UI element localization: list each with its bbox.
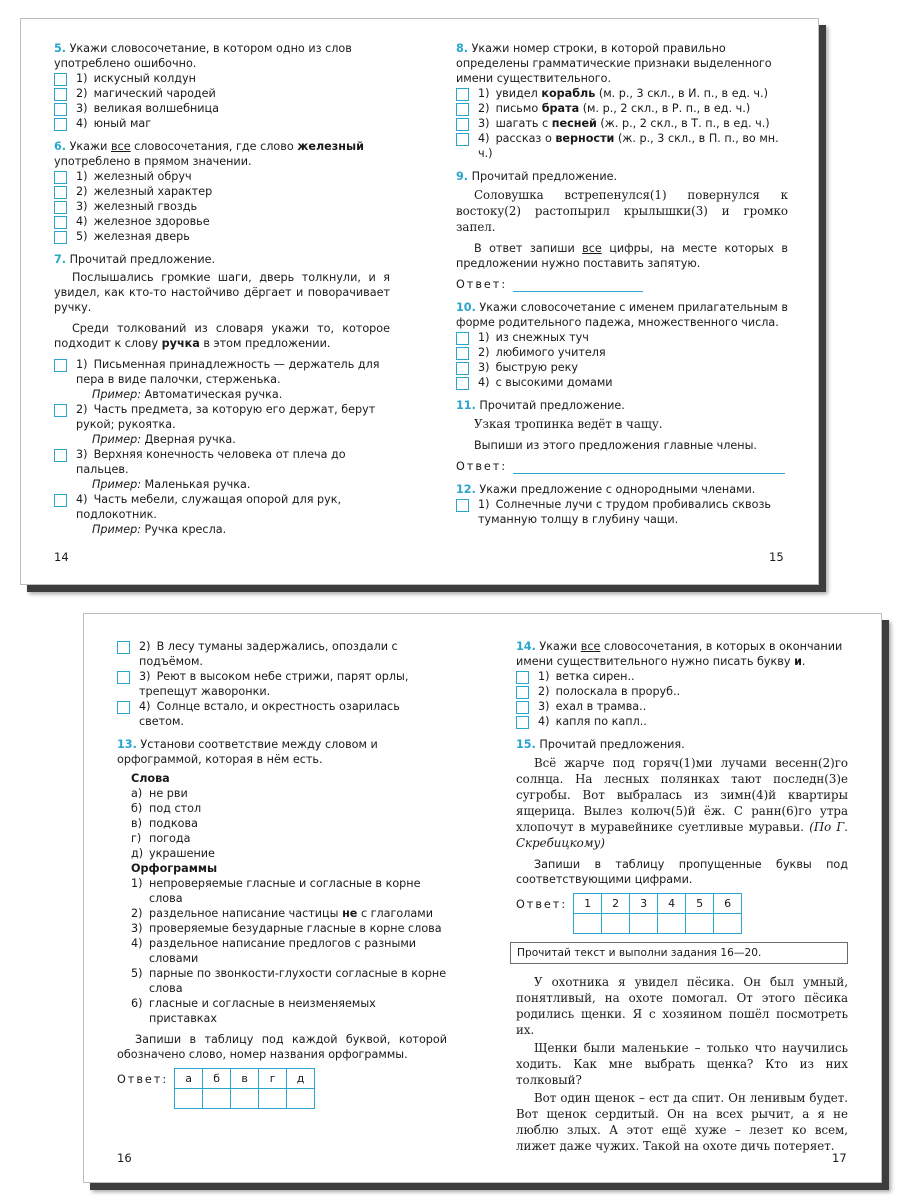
- instruction: В ответ запиши все цифры, на месте которых в предложении нужно поставить запятую.: [456, 242, 788, 270]
- task-number: 15.: [516, 738, 536, 751]
- option[interactable]: 4) рассказ о верности (ж. р., 3 скл., в П. п., во мн. ч.): [456, 131, 788, 161]
- source: (По Г. Скребицкому): [516, 820, 848, 850]
- instruction: Выпиши из этого предложения главные члены.: [474, 439, 757, 452]
- checkbox[interactable]: [456, 133, 469, 146]
- answer-cell[interactable]: [602, 914, 630, 934]
- page-15-column: [456, 41, 788, 535]
- answer-header-5: 5: [686, 894, 714, 914]
- task-9: 9. Прочитай предложение. Соловушка встрепенулся(1) повернулся к востоку(2) растопырил крылышки(3) и громко запел. В ответ запиши все цифры, на месте которых в предложении нужно поставить запятую. Ответ:: [456, 170, 788, 291]
- answer-label: Ответ:: [456, 278, 508, 291]
- answer-cell[interactable]: [231, 1089, 259, 1109]
- answer-row: [456, 277, 788, 292]
- answer-input-line[interactable]: [513, 461, 785, 474]
- answer-input-line[interactable]: [513, 279, 643, 292]
- option[interactable]: 2) магический чародей: [54, 86, 390, 101]
- task-8: 8. Укажи номер строки, в которой правильно определены грамматические признаки выделенного имени существительного. 1) увидел корабль (м. р., 3 скл., в И. п., в ед. ч.) 2) письмо брата (м. р., 2 скл., в Р. п., в ед. ч.) 3) шагать с песней (ж. р., 2 скл., в Т. п., в ед. ч.) 4) рассказ о верности (ж. р., 3 скл., в П. п., во мн. ч.): [456, 41, 788, 161]
- page-number: 17: [832, 1151, 847, 1165]
- option[interactable]: 1) искусный колдун: [54, 71, 390, 86]
- page-number: 16: [117, 1151, 132, 1165]
- checkbox[interactable]: [54, 88, 67, 101]
- checkbox[interactable]: [54, 449, 67, 462]
- answer-header-6: 6: [714, 894, 742, 914]
- option[interactable]: 3) шагать с песней (ж. р., 2 скл., в Т. п., в ед. ч.): [456, 116, 788, 131]
- answer-table: [174, 1068, 315, 1109]
- option[interactable]: 3) Верхняя конечность человека от плеча до пальцев.: [54, 447, 390, 477]
- checkbox[interactable]: [54, 118, 67, 131]
- option[interactable]: 2) письмо брата (м. р., 2 скл., в Р. п., в ед. ч.): [456, 101, 788, 116]
- example: Пример: Автоматическая ручка.: [92, 388, 283, 401]
- task-15: 15. Прочитай предложения. Всё жарче под горяч(1)ми лучами весенн(2)го солнца. На лесных полянках тают последн(3)е сугробы. Вот выбралась из зимн(4)й квартиры ящерица. Вылез колюч(5)й ёж. С ранн(6)го утра хлопочут в муравейнике суетливые муравьи. (По Г. Скребицкому) Запиши в таблицу пропущенные буквы под соответствующими цифрами. Ответ: 1 2 3 4 5 6: [516, 737, 848, 934]
- page-number: 14: [54, 550, 69, 564]
- option[interactable]: 4) юный маг: [54, 116, 390, 131]
- answer-cell[interactable]: [175, 1089, 203, 1109]
- option[interactable]: 4) железное здоровье: [54, 214, 390, 229]
- checkbox[interactable]: [516, 686, 529, 699]
- checkbox[interactable]: [54, 494, 67, 507]
- option[interactable]: 2) полоскала в проруб..: [516, 684, 848, 699]
- option[interactable]: 3) Реют в высоком небе стрижи, парят орлы, трепещут жаворонки.: [117, 669, 447, 699]
- answer-header-b: б: [203, 1069, 231, 1089]
- checkbox[interactable]: [54, 201, 67, 214]
- option[interactable]: 5) железная дверь: [54, 229, 390, 244]
- option[interactable]: 2) железный характер: [54, 184, 390, 199]
- orthogram-item: 3) проверяемые безударные гласные в корне слова: [131, 922, 442, 935]
- task-13: 13. Установи соответствие между словом и орфограммой, которая в нём есть. Слова а) не рви б) под стол в) подкова г) погода д) украшение Орфограммы 1) непроверяемые гласные и согласные в корне слова 2) раздельное написание частицы не с глаголами 3) проверяемые безударные гласные в корне слова 4) раздельное написание предлогов с разными словами 5) парные по звонкости-глухости согласные в корне слова 6) гласные и согласные в неизменяемых приставках Запиши в таблицу под каждой буквой, которой обозначено слово, номер названия орфограммы. Ответ: а б в г д: [117, 737, 447, 1109]
- option[interactable]: 1) железный обруч: [54, 169, 390, 184]
- story-paragraph: Вот один щенок – ест да спит. Он ленивым будет. Вот щенок сердитый. Он на всех рычит, а я не люблю злых. А этот ещё хуже – лезет ко всем, лижет даже чужих. Такой на охоте дичь потеряет.: [516, 1091, 848, 1153]
- answer-header-3: 3: [630, 894, 658, 914]
- word-item: а) не рви: [131, 787, 188, 800]
- task-5: [54, 41, 390, 131]
- story-paragraph: У охотника я увидел пёсика. Он был умный, понятливый, на охоте помогал. От этого пёсика родились щенки. Я с хозяином пошёл посмотреть их.: [516, 975, 848, 1037]
- word-item: д) украшение: [131, 847, 215, 860]
- sentence: Послышались громкие шаги, дверь толкнули, и я увидел, как кто-то настойчиво дёргает и поворачивает ручку.: [54, 271, 390, 314]
- passage: Всё жарче под горяч(1)ми лучами весенн(2)го солнца. На лесных полянках тают последн(3)е сугробы. Вот выбралась из зимн(4)й квартиры ящерица. Вылез колюч(5)й ёж. С ранн(6)го утра хлопочут в муравейнике суетливые муравьи. (По Г. Скребицкому): [516, 756, 848, 850]
- task-number: 10.: [456, 301, 476, 314]
- task-12-continued: [117, 639, 447, 729]
- checkbox[interactable]: [54, 103, 67, 116]
- answer-header-g: г: [259, 1069, 287, 1089]
- answer-row: [456, 459, 788, 474]
- option[interactable]: 4) с высокими домами: [456, 375, 788, 390]
- task-11: 11. Прочитай предложение. Узкая тропинка ведёт в чащу. Выпиши из этого предложения главные члены. Ответ:: [456, 398, 788, 474]
- checkbox[interactable]: [516, 701, 529, 714]
- task-number: 11.: [456, 399, 476, 412]
- option[interactable]: 3) ехал в трамва..: [516, 699, 848, 714]
- checkbox[interactable]: [54, 359, 67, 372]
- answer-cell[interactable]: [287, 1089, 315, 1109]
- page-spread-16-17: [83, 613, 882, 1183]
- checkbox[interactable]: [516, 671, 529, 684]
- checkbox[interactable]: [117, 701, 130, 714]
- answer-cell[interactable]: [630, 914, 658, 934]
- task-number: 8.: [456, 42, 469, 55]
- answer-row: [117, 1068, 447, 1109]
- task-12: 12. Укажи предложение с однородными членами. 1) Солнечные лучи с трудом пробивались сквозь туманную толщу в глубину чащи.: [456, 482, 788, 527]
- page-17-column: [516, 639, 848, 1154]
- checkbox[interactable]: [54, 186, 67, 199]
- sentence: Соловушка встрепенулся(1) повернулся к востоку(2) растопырил крылышки(3) и громко запел.: [456, 188, 788, 234]
- option[interactable]: 1) увидел корабль (м. р., 3 скл., в И. п., в ед. ч.): [456, 86, 788, 101]
- task-number: 9.: [456, 170, 469, 183]
- option[interactable]: 2) любимого учителя: [456, 345, 788, 360]
- answer-header-1: 1: [574, 894, 602, 914]
- answer-header-a: а: [175, 1069, 203, 1089]
- task-number: 6.: [54, 140, 67, 153]
- instruction-frame: Прочитай текст и выполни задания 16—20.: [510, 942, 848, 964]
- checkbox[interactable]: [54, 216, 67, 229]
- page-spread-14-15: [20, 18, 819, 585]
- page-16-column: [117, 639, 447, 1117]
- orthogram-item: 2) раздельное написание частицы не с глаголами: [131, 907, 433, 920]
- task-number: 14.: [516, 640, 536, 653]
- word-item: в) подкова: [131, 817, 198, 830]
- story-paragraph: Щенки были маленькие – только что научились ходить. Как мне выбрать щенка? Кто из них толковый?: [516, 1041, 848, 1087]
- words-list: [117, 786, 447, 861]
- answer-cell[interactable]: [203, 1089, 231, 1109]
- answer-label: Ответ:: [117, 1073, 169, 1086]
- orthogram-item: 6) гласные и согласные в неизменяемых приставках: [131, 997, 376, 1025]
- task-number: 7.: [54, 253, 67, 266]
- answer-cell[interactable]: [686, 914, 714, 934]
- option[interactable]: 1) Письменная принадлежность — держатель для пера в виде палочки, стерженька.: [54, 357, 390, 387]
- answer-header-4: 4: [658, 894, 686, 914]
- checkbox[interactable]: [456, 362, 469, 375]
- task-14: 14. Укажи все словосочетания, в которых в окончании имени существительного нужно писать букву и. 1) ветка сирен.. 2) полоскала в проруб.. 3) ехал в трамва.. 4) капля по капл..: [516, 639, 848, 729]
- checkbox[interactable]: [456, 377, 469, 390]
- sentence: Узкая тропинка ведёт в чащу.: [474, 417, 663, 431]
- task-number: 13.: [117, 738, 137, 751]
- orthogram-item: 5) парные по звонкости-глухости согласные в корне слова: [131, 967, 447, 995]
- example: Пример: Дверная ручка.: [92, 433, 236, 446]
- word-item: б) под стол: [131, 802, 202, 815]
- page-number: 15: [769, 550, 784, 564]
- task-number: 5.: [54, 42, 67, 55]
- example: Пример: Маленькая ручка.: [92, 478, 251, 491]
- checkbox[interactable]: [54, 231, 67, 244]
- option[interactable]: 3) железный гвоздь: [54, 199, 390, 214]
- story-text: [516, 974, 848, 1154]
- answer-header-2: 2: [602, 894, 630, 914]
- option[interactable]: 3) великая волшебница: [54, 101, 390, 116]
- answer-cell[interactable]: [714, 914, 742, 934]
- option[interactable]: 1) из снежных туч: [456, 330, 788, 345]
- orthograms-title: Орфограммы: [131, 862, 218, 875]
- checkbox[interactable]: [117, 641, 130, 654]
- option[interactable]: 2) Часть предмета, за которую его держат, берут рукой; рукоятка.: [54, 402, 390, 432]
- checkbox[interactable]: [456, 499, 469, 512]
- orthograms-list: [117, 876, 447, 1026]
- words-title: Слова: [131, 772, 170, 785]
- task-10: 10. Укажи словосочетание с именем прилагательным в форме родительного падежа, множественного числа. 1) из снежных туч 2) любимого учителя 3) быструю реку 4) с высокими домами: [456, 301, 788, 389]
- instruction: Среди толкований из словаря укажи то, которое подходит к слову ручка в этом предложении.: [54, 322, 390, 350]
- checkbox[interactable]: [456, 118, 469, 131]
- checkbox[interactable]: [456, 103, 469, 116]
- answer-cell[interactable]: [259, 1089, 287, 1109]
- answer-label: Ответ:: [516, 898, 568, 911]
- answer-cell[interactable]: [574, 914, 602, 934]
- option[interactable]: 3) быструю реку: [456, 360, 788, 375]
- task-6: 6. Укажи все словосочетания, где слово железный употреблено в прямом значении. 1) железный обруч 2) железный характер 3) железный гвоздь 4) железное здоровье 5) железная дверь: [54, 139, 390, 244]
- option[interactable]: 2) В лесу туманы задержались, опоздали с подъёмом.: [117, 639, 447, 669]
- checkbox[interactable]: [54, 73, 67, 86]
- instruction: Запиши в таблицу пропущенные буквы под соответствующими цифрами.: [516, 858, 848, 886]
- checkbox[interactable]: [456, 332, 469, 345]
- checkbox[interactable]: [516, 716, 529, 729]
- task-text: Укажи словосочетание, в котором одно из слов употреблено ошибочно.: [54, 42, 352, 70]
- option[interactable]: 4) Часть мебели, служащая опорой для рук, подлокотник.: [54, 492, 390, 522]
- answer-label: Ответ:: [456, 460, 508, 473]
- option[interactable]: 1) ветка сирен..: [516, 669, 848, 684]
- task-number: 12.: [456, 483, 476, 496]
- checkbox[interactable]: [54, 171, 67, 184]
- answer-cell[interactable]: [658, 914, 686, 934]
- instruction: Запиши в таблицу под каждой буквой, которой обозначено слово, номер названия орфограммы.: [117, 1033, 447, 1061]
- checkbox[interactable]: [117, 671, 130, 684]
- checkbox[interactable]: [54, 404, 67, 417]
- answer-header-v: в: [231, 1069, 259, 1089]
- task-7: 7. Прочитай предложение. Послышались громкие шаги, дверь толкнули, и я увидел, как кто-то настойчиво дёргает и поворачивает ручку. Среди толкований из словаря укажи то, которое подходит к слову ручка в этом предложении. 1) Письменная принадлежность — держатель для пера в виде палочки, стерженька. Пример: Автоматическая ручка. 2) Часть предмета, за которую его держат, берут рукой; рукоятка. Пример: Дверная ручка. 3) Верхняя конечность человека от плеча до пальцев. Пример: Маленькая ручка. 4) Часть мебели, служащая опорой для рук, подлокотник. Пример: Ручка кресла.: [54, 253, 390, 536]
- checkbox[interactable]: [456, 347, 469, 360]
- word-item: г) погода: [131, 832, 191, 845]
- orthogram-item: 1) непроверяемые гласные и согласные в корне слова: [131, 877, 421, 905]
- option[interactable]: 1) Солнечные лучи с трудом пробивались сквозь туманную толщу в глубину чащи.: [456, 497, 788, 527]
- answer-table: [573, 893, 742, 934]
- option[interactable]: 4) Солнце встало, и окрестность озарилась светом.: [117, 699, 447, 729]
- page-14-column: [54, 41, 390, 545]
- answer-header-d: д: [287, 1069, 315, 1089]
- checkbox[interactable]: [456, 88, 469, 101]
- example: Пример: Ручка кресла.: [92, 523, 227, 536]
- answer-row: [516, 893, 848, 934]
- option[interactable]: 4) капля по капл..: [516, 714, 848, 729]
- orthogram-item: 4) раздельное написание предлогов с разными словами: [131, 937, 417, 965]
